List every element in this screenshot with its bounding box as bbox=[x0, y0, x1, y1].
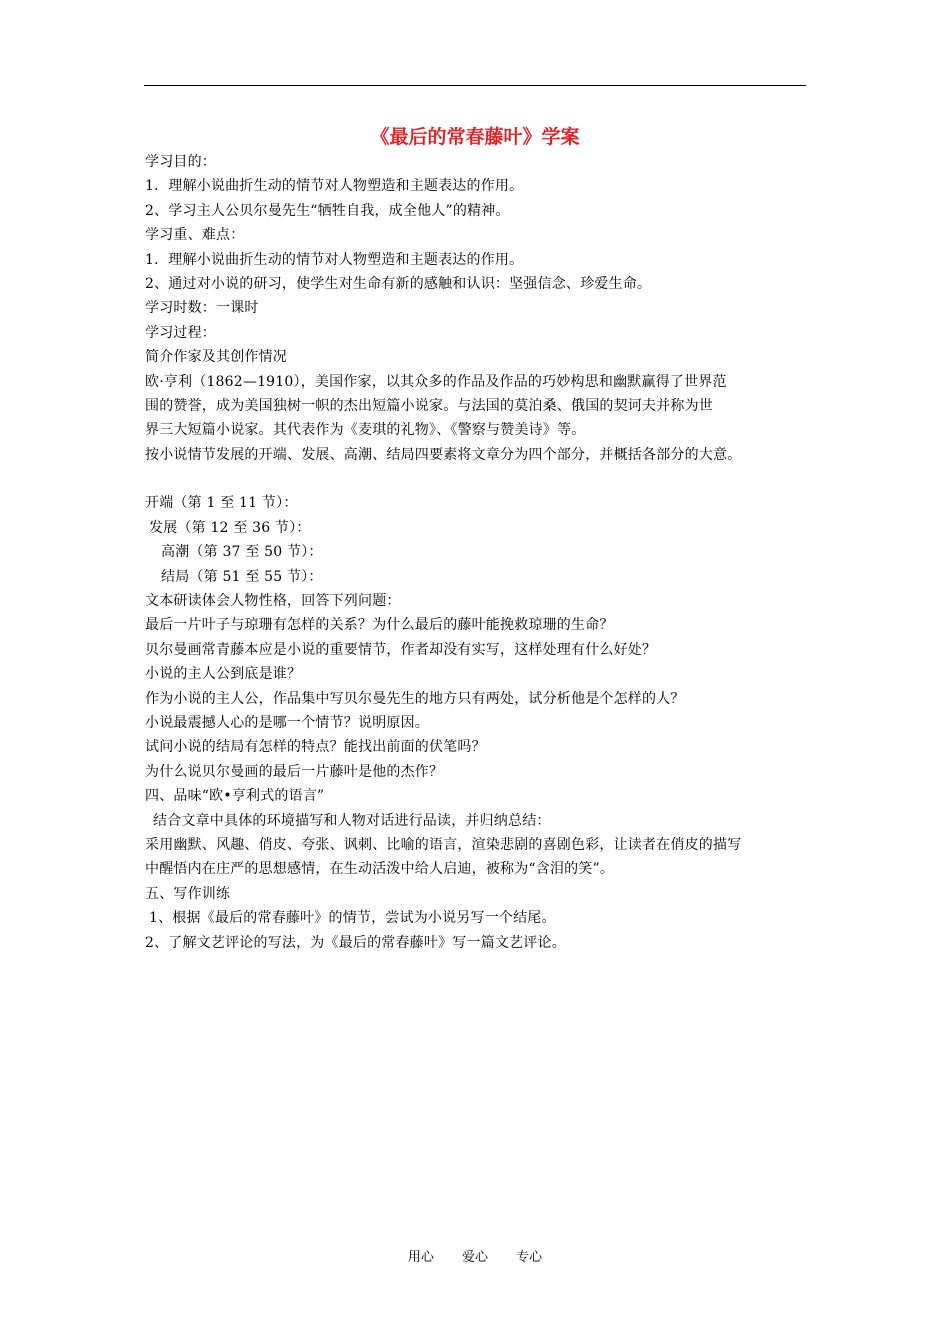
text-line: 作为小说的主人公，作品集中写贝尔曼先生的地方只有两处，试分析他是个怎样的人？ bbox=[145, 690, 685, 707]
text-line: 学习时数：一课时 bbox=[145, 300, 259, 317]
text-line: 学习过程： bbox=[145, 324, 216, 341]
text-line: 中醒悟内在庄严的思想感情，在生动活泼中给人启迪，被称为“含泪的笑”。 bbox=[145, 861, 615, 878]
header-rule bbox=[144, 85, 806, 86]
footer-item: 专心 bbox=[516, 1250, 543, 1265]
page-footer bbox=[0, 1248, 950, 1268]
text-line: 1．理解小说曲折生动的情节对人物塑造和主题表达的作用。 bbox=[145, 251, 524, 268]
text-line: 按小说情节发展的开端、发展、高潮、结局四要素将文章分为四个部分，并概括各部分的大意。 bbox=[145, 446, 742, 463]
text-line: 最后一片叶子与琼珊有怎样的关系？为什么最后的藤叶能挽救琼珊的生命？ bbox=[145, 617, 614, 634]
text-line: 采用幽默、风趣、俏皮、夸张、讽刺、比喻的语言，渲染悲剧的喜剧色彩，让读者在俏皮的描写 bbox=[145, 836, 742, 853]
text-line: 为什么说贝尔曼画的最后一片藤叶是他的杰作？ bbox=[145, 763, 444, 780]
text-line: 1、根据《最后的常春藤叶》的情节，尝试为小说另写一个结尾。 bbox=[149, 910, 556, 927]
text-line: 结局（第 51 至 55 节）： bbox=[161, 568, 323, 585]
text-line: 界三大短篇小说家。其代表作为《麦琪的礼物》、《警察与赞美诗》等。 bbox=[145, 422, 586, 439]
text-line: 文本研读体会人物性格，回答下列问题： bbox=[145, 593, 401, 610]
text-line: 2、了解文艺评论的写法，为《最后的常春藤叶》写一篇文艺评论。 bbox=[145, 934, 566, 951]
text-line: 结合文章中具体的环境描写和人物对话进行品读，并归纳总结： bbox=[153, 812, 551, 829]
text-line: 发展（第 12 至 36 节）： bbox=[149, 519, 311, 536]
text-line: 五、写作训练 bbox=[145, 885, 231, 902]
text-line: 小说最震撼人心的是哪一个情节？说明原因。 bbox=[145, 714, 429, 731]
text-line: 学习目的： bbox=[145, 154, 216, 170]
text-line: 小说的主人公到底是谁？ bbox=[145, 666, 302, 683]
document-title: 《最后的常春藤叶》学案 bbox=[370, 126, 580, 148]
text-line: 2、学习主人公贝尔曼先生“牺牲自我，成全他人”的精神。 bbox=[145, 202, 510, 219]
text-line: 高潮（第 37 至 50 节）： bbox=[161, 544, 323, 561]
text-line: 开端（第 1 至 11 节）： bbox=[145, 495, 298, 512]
text-line: 简介作家及其创作情况 bbox=[145, 349, 287, 366]
text-line: 试问小说的结局有怎样的特点？能找出前面的伏笔吗？ bbox=[145, 739, 486, 756]
text-line: 2、通过对小说的研习，使学生对生命有新的感触和认识：坚强信念、珍爱生命。 bbox=[145, 275, 652, 292]
text-line: 四、品味“欧•亨利式的语言” bbox=[145, 788, 325, 805]
text-line: 欧·亨利（1862—1910），美国作家，以其众多的作品及作品的巧妙构思和幽默赢得了世界范 bbox=[145, 373, 727, 390]
document-body bbox=[145, 150, 810, 955]
text-line: 围的赞誉，成为美国独树一帜的杰出短篇小说家。与法国的莫泊桑、俄国的契诃夫并称为世 bbox=[145, 397, 713, 414]
text-line: 1．理解小说曲折生动的情节对人物塑造和主题表达的作用。 bbox=[145, 178, 524, 195]
footer-item: 用心 bbox=[407, 1250, 434, 1265]
blank-line bbox=[145, 467, 810, 491]
text-line: 贝尔曼画常青藤本应是小说的重要情节，作者却没有实写，这样处理有什么好处？ bbox=[145, 641, 657, 658]
footer-item: 爱心 bbox=[461, 1250, 488, 1265]
text-line: 学习重、难点： bbox=[145, 227, 245, 244]
